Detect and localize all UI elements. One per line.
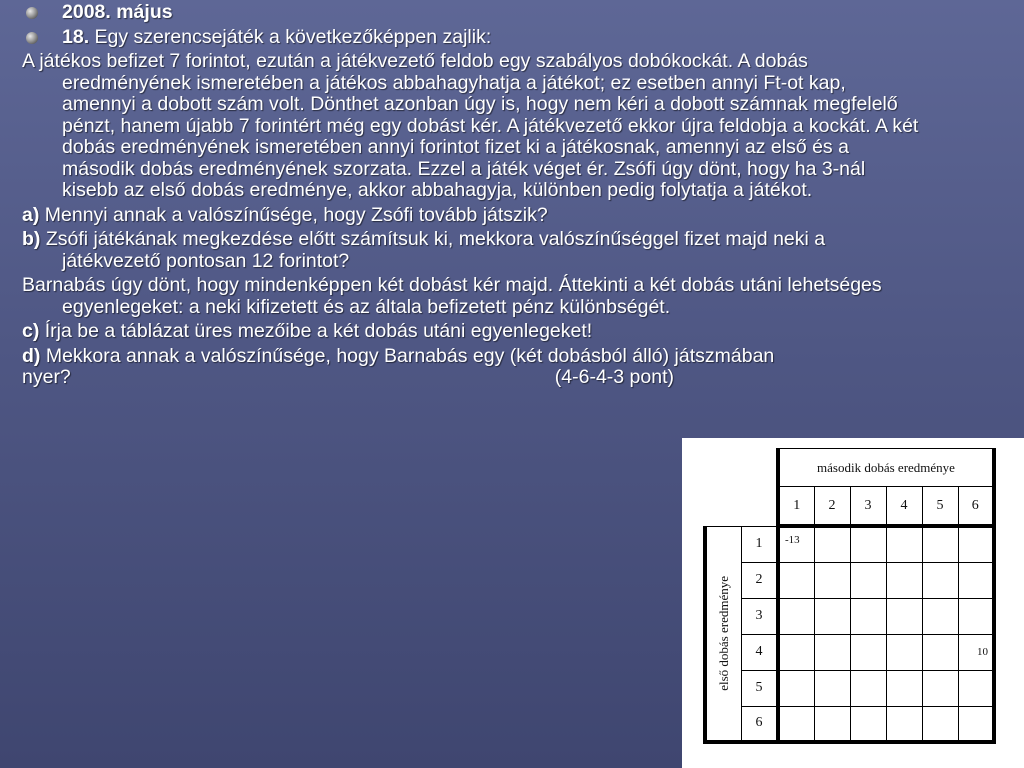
col-number-5: 5 <box>922 487 958 527</box>
table-cell[interactable] <box>958 598 994 634</box>
bullet-dot-icon <box>26 7 38 19</box>
table-cell[interactable] <box>778 562 814 598</box>
table-cell[interactable] <box>958 526 994 562</box>
table-cell[interactable] <box>850 562 886 598</box>
bullet-date <box>22 2 922 24</box>
question-b <box>22 229 922 272</box>
table-cell[interactable] <box>922 634 958 670</box>
question-c-text: Írja be a táblázat üres mezőibe a két dobás utáni egyenlegeket! <box>39 320 593 342</box>
table-cell[interactable] <box>922 562 958 598</box>
question-b-label: b) <box>22 228 41 250</box>
table-cell[interactable] <box>886 526 922 562</box>
col-number-4: 4 <box>886 487 922 527</box>
question-a-label: a) <box>22 203 40 226</box>
table-cell[interactable] <box>922 670 958 706</box>
row-number-4: 4 <box>742 634 779 670</box>
table-row <box>705 706 994 742</box>
table-cell[interactable] <box>850 526 886 562</box>
row-number-5: 5 <box>742 670 779 706</box>
table-cell[interactable] <box>850 706 886 742</box>
question-c <box>22 321 922 343</box>
table-cell[interactable] <box>886 598 922 634</box>
table-cell[interactable] <box>814 562 850 598</box>
table-cell[interactable] <box>778 706 814 742</box>
balance-table-panel <box>682 438 1024 768</box>
question-d-end: nyer? <box>22 366 71 388</box>
table-cell[interactable] <box>778 598 814 634</box>
question-d-label: d) <box>22 344 41 367</box>
table-cell[interactable] <box>922 526 958 562</box>
table-cell[interactable] <box>886 634 922 670</box>
table-row <box>705 670 994 706</box>
table-cell[interactable] <box>922 598 958 634</box>
row-number-6: 6 <box>742 706 779 742</box>
question-c-label: c) <box>22 320 40 342</box>
table-body <box>705 526 994 742</box>
row-group-header-text: első dobás eredménye <box>716 575 731 691</box>
table-cell[interactable] <box>778 670 814 706</box>
row-number-1: 1 <box>742 526 779 562</box>
table-cell[interactable] <box>922 706 958 742</box>
col-number-2: 2 <box>814 487 850 527</box>
bullet-dot-icon <box>26 32 38 44</box>
row-number-3: 3 <box>742 598 779 634</box>
col-number-3: 3 <box>850 487 886 527</box>
barnabas-paragraph: Barnabás úgy dönt, hogy mindenképpen két dobást kér majd. Áttekinti a két dobás utáni lehetséges egyenlegeket: a neki kifizetett és az általa befizetett pénz különbségét. <box>22 274 882 318</box>
col-number-1: 1 <box>778 487 814 527</box>
question-d-text: Mekkora annak a valószínűsége, hogy Barnabás egy (két dobásból álló) játszmában <box>40 344 775 367</box>
question-a <box>22 205 922 227</box>
table-cell[interactable] <box>814 634 850 670</box>
table-cell[interactable] <box>886 562 922 598</box>
table-corner <box>705 449 778 527</box>
task-title: Egy szerencsejáték a következőképpen zajlik: <box>89 25 492 48</box>
table-cell[interactable] <box>850 670 886 706</box>
table-cell[interactable]: 10 <box>958 634 994 670</box>
col-group-header: második dobás eredménye <box>778 449 994 487</box>
table-cell[interactable] <box>778 634 814 670</box>
table-row <box>705 526 994 562</box>
table-cell[interactable] <box>958 706 994 742</box>
table-cell[interactable] <box>814 670 850 706</box>
table-cell[interactable] <box>850 598 886 634</box>
task-number: 18. <box>62 25 90 48</box>
col-number-6: 6 <box>958 487 994 527</box>
table-row <box>705 598 994 634</box>
question-b-text: Zsófi játékának megkezdése előtt számítsuk ki, mekkora valószínűséggel fizet majd neki a játékvezető pontosan 12 forintot? <box>40 228 826 272</box>
table-row <box>705 562 994 598</box>
question-a-text: Mennyi annak a valószínűsége, hogy Zsófi tovább játszik? <box>39 203 548 226</box>
table-cell[interactable] <box>814 526 850 562</box>
row-group-header <box>705 526 742 742</box>
row-number-2: 2 <box>742 562 779 598</box>
table-cell[interactable] <box>958 562 994 598</box>
table-cell[interactable] <box>814 706 850 742</box>
table-cell[interactable] <box>958 670 994 706</box>
balance-table <box>703 448 996 744</box>
table-cell[interactable] <box>814 598 850 634</box>
intro-paragraph: A játékos befizet 7 forintot, ezután a játékvezető feldob egy szabályos dobókockát. A dobás eredményének ismeretében a játékos abbahagyhatja a játékot; ez esetben annyi Ft-ot kap, amennyi a dobott szám volt. Dönthet azonban úgy is, hogy nem kéri a dobott számnak megfelelő pénzt, hanem újabb 7 forintért még egy dobást kér. A játékvezető ekkor újra feldobja a kockát. A két dobás eredményének ismeretében annyi forintot fizet ki a játékosnak, amennyi az első és a második dobás eredményének szorzata. Ezzel a játék véget ér. Zsófi úgy dönt, hogy ha 3-nál kisebb az első dobás eredménye, akkor abbahagyja, különben pedig folytatja a játékot. <box>22 50 919 201</box>
table-cell[interactable] <box>886 706 922 742</box>
question-d-end-line <box>22 367 674 389</box>
score: (4-6-4-3 pont) <box>554 366 674 388</box>
question-d <box>22 346 922 368</box>
slide-text <box>22 2 922 389</box>
exam-date: 2008. május <box>62 1 173 23</box>
table-cell[interactable] <box>850 634 886 670</box>
table-cell[interactable] <box>886 670 922 706</box>
table-row <box>705 634 994 670</box>
table-cell[interactable]: -13 <box>778 526 814 562</box>
bullet-task <box>22 27 922 49</box>
